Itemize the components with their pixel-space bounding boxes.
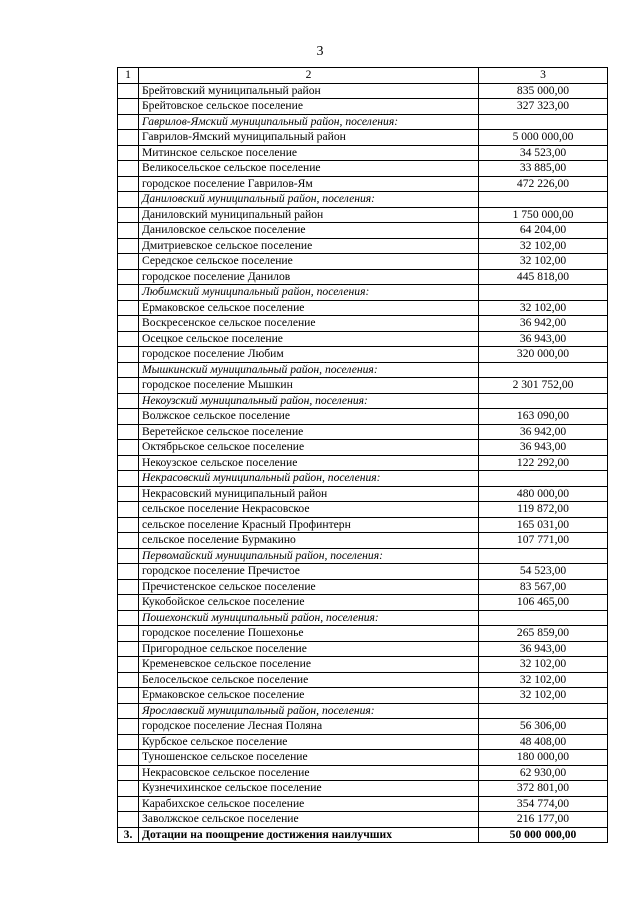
table-row (118, 734, 608, 750)
row-number-cell (118, 796, 139, 812)
table-row (118, 207, 608, 223)
row-name-cell: Некрасовский муниципальный район, поселения: (139, 471, 479, 487)
row-number-cell (118, 114, 139, 130)
row-amount-cell: 33 885,00 (479, 161, 608, 177)
row-name-cell: Осецкое сельское поселение (139, 331, 479, 347)
row-name-cell: Некоузское сельское поселение (139, 455, 479, 471)
row-number-cell (118, 424, 139, 440)
row-amount-cell: 1 750 000,00 (479, 207, 608, 223)
row-number-cell (118, 812, 139, 828)
row-number-cell (118, 486, 139, 502)
table-row (118, 176, 608, 192)
table-group-row (118, 610, 608, 626)
row-number-cell (118, 517, 139, 533)
table-row (118, 347, 608, 363)
row-amount-cell: 180 000,00 (479, 750, 608, 766)
row-number-cell (118, 192, 139, 208)
table-row (118, 455, 608, 471)
row-number-cell (118, 750, 139, 766)
row-number-cell (118, 409, 139, 425)
table-total-row (118, 827, 608, 843)
row-number-cell (118, 626, 139, 642)
row-number-cell (118, 238, 139, 254)
row-amount-cell: 32 102,00 (479, 657, 608, 673)
row-number-cell: 3. (118, 827, 139, 843)
row-number-cell (118, 703, 139, 719)
row-number-cell (118, 130, 139, 146)
table-row (118, 517, 608, 533)
row-name-cell: городское поселение Данилов (139, 269, 479, 285)
row-amount-cell (479, 471, 608, 487)
row-name-cell: сельское поселение Красный Профинтерн (139, 517, 479, 533)
table-row (118, 269, 608, 285)
table-row (118, 145, 608, 161)
row-name-cell: Даниловский муниципальный район (139, 207, 479, 223)
page-number: 3 (316, 44, 324, 59)
row-amount-cell: 354 774,00 (479, 796, 608, 812)
row-amount-cell: 165 031,00 (479, 517, 608, 533)
row-number-cell (118, 285, 139, 301)
row-name-cell: Некрасовское сельское поселение (139, 765, 479, 781)
table-row (118, 502, 608, 518)
row-number-cell (118, 688, 139, 704)
row-name-cell: Заволжское сельское поселение (139, 812, 479, 828)
row-name-cell: Пречистенское сельское поселение (139, 579, 479, 595)
row-amount-cell: 32 102,00 (479, 238, 608, 254)
row-number-cell (118, 347, 139, 363)
row-number-cell (118, 610, 139, 626)
row-number-cell (118, 300, 139, 316)
row-number-cell (118, 362, 139, 378)
row-amount-cell: 2 301 752,00 (479, 378, 608, 394)
table-row (118, 331, 608, 347)
row-amount-cell: 50 000 000,00 (479, 827, 608, 843)
row-name-cell: сельское поселение Бурмакино (139, 533, 479, 549)
table-row (118, 83, 608, 99)
row-number-cell (118, 316, 139, 332)
table-row (118, 564, 608, 580)
row-amount-cell: 106 465,00 (479, 595, 608, 611)
row-amount-cell: 163 090,00 (479, 409, 608, 425)
table-row (118, 595, 608, 611)
table-group-row (118, 548, 608, 564)
row-name-cell: городское поселение Мышкин (139, 378, 479, 394)
row-number-cell (118, 765, 139, 781)
row-number-cell (118, 595, 139, 611)
row-amount-cell: 36 943,00 (479, 641, 608, 657)
row-number-cell (118, 440, 139, 456)
row-number-cell (118, 471, 139, 487)
allocation-table (117, 67, 608, 843)
row-name-cell: Митинское сельское поселение (139, 145, 479, 161)
row-amount-cell: 265 859,00 (479, 626, 608, 642)
table-row (118, 130, 608, 146)
row-name-cell: Некоузский муниципальный район, поселения: (139, 393, 479, 409)
row-amount-cell: 107 771,00 (479, 533, 608, 549)
row-name-cell: Брейтовский муниципальный район (139, 83, 479, 99)
row-name-cell: Некрасовский муниципальный район (139, 486, 479, 502)
row-number-cell (118, 533, 139, 549)
header-column-amount: 3 (479, 68, 608, 84)
row-number-cell (118, 672, 139, 688)
table-row (118, 99, 608, 115)
row-amount-cell: 64 204,00 (479, 223, 608, 239)
row-name-cell: Ярославский муниципальный район, поселения: (139, 703, 479, 719)
row-amount-cell: 445 818,00 (479, 269, 608, 285)
row-name-cell: Даниловский муниципальный район, поселения: (139, 192, 479, 208)
row-amount-cell: 835 000,00 (479, 83, 608, 99)
table-row (118, 238, 608, 254)
table-row (118, 161, 608, 177)
row-name-cell: городское поселение Пошехонье (139, 626, 479, 642)
table-group-row (118, 471, 608, 487)
row-number-cell (118, 734, 139, 750)
row-number-cell (118, 455, 139, 471)
row-amount-cell: 472 226,00 (479, 176, 608, 192)
row-amount-cell: 122 292,00 (479, 455, 608, 471)
row-number-cell (118, 99, 139, 115)
row-name-cell: Карабихское сельское поселение (139, 796, 479, 812)
table-row (118, 316, 608, 332)
row-amount-cell: 48 408,00 (479, 734, 608, 750)
row-amount-cell: 83 567,00 (479, 579, 608, 595)
table-row (118, 579, 608, 595)
row-number-cell (118, 719, 139, 735)
row-name-cell: Воскресенское сельское поселение (139, 316, 479, 332)
row-amount-cell: 36 942,00 (479, 424, 608, 440)
table-row (118, 688, 608, 704)
row-name-cell: Волжское сельское поселение (139, 409, 479, 425)
row-number-cell (118, 254, 139, 270)
row-number-cell (118, 176, 139, 192)
row-name-cell: Кукобойское сельское поселение (139, 595, 479, 611)
row-name-cell: Кузнечихинское сельское поселение (139, 781, 479, 797)
table-row (118, 378, 608, 394)
row-amount-cell (479, 548, 608, 564)
row-name-cell: Ермаковское сельское поселение (139, 300, 479, 316)
row-name-cell: Ермаковское сельское поселение (139, 688, 479, 704)
row-name-cell: Даниловское сельское поселение (139, 223, 479, 239)
row-name-cell: городское поселение Гаврилов-Ям (139, 176, 479, 192)
table-row (118, 641, 608, 657)
table-group-row (118, 703, 608, 719)
row-name-cell: Веретейское сельское поселение (139, 424, 479, 440)
row-amount-cell: 480 000,00 (479, 486, 608, 502)
table-row (118, 424, 608, 440)
table-group-row (118, 393, 608, 409)
row-amount-cell (479, 393, 608, 409)
row-name-cell: Гаврилов-Ямский муниципальный район (139, 130, 479, 146)
row-amount-cell: 34 523,00 (479, 145, 608, 161)
table-row (118, 223, 608, 239)
row-amount-cell (479, 610, 608, 626)
row-name-cell: Первомайский муниципальный район, поселения: (139, 548, 479, 564)
table-row (118, 719, 608, 735)
table-row (118, 440, 608, 456)
row-amount-cell: 216 177,00 (479, 812, 608, 828)
row-name-cell: городское поселение Любим (139, 347, 479, 363)
row-name-cell: Курбское сельское поселение (139, 734, 479, 750)
table-row (118, 486, 608, 502)
row-number-cell (118, 331, 139, 347)
row-name-cell: Середское сельское поселение (139, 254, 479, 270)
row-number-cell (118, 393, 139, 409)
row-amount-cell: 36 943,00 (479, 440, 608, 456)
row-number-cell (118, 781, 139, 797)
row-amount-cell: 32 102,00 (479, 672, 608, 688)
table-row (118, 796, 608, 812)
row-number-cell (118, 564, 139, 580)
row-amount-cell: 372 801,00 (479, 781, 608, 797)
row-name-cell: Великосельское сельское поселение (139, 161, 479, 177)
row-number-cell (118, 207, 139, 223)
row-amount-cell: 119 872,00 (479, 502, 608, 518)
table-group-row (118, 285, 608, 301)
row-name-cell: сельское поселение Некрасовское (139, 502, 479, 518)
row-name-cell: Любимский муниципальный район, поселения: (139, 285, 479, 301)
row-amount-cell: 327 323,00 (479, 99, 608, 115)
row-amount-cell (479, 192, 608, 208)
row-number-cell (118, 502, 139, 518)
row-number-cell (118, 269, 139, 285)
table-row (118, 781, 608, 797)
row-amount-cell: 36 942,00 (479, 316, 608, 332)
row-name-cell: Туношенское сельское поселение (139, 750, 479, 766)
row-amount-cell (479, 285, 608, 301)
row-amount-cell (479, 114, 608, 130)
table-row (118, 626, 608, 642)
table-group-row (118, 114, 608, 130)
row-name-cell: Мышкинский муниципальный район, поселения: (139, 362, 479, 378)
row-name-cell: Октябрьское сельское поселение (139, 440, 479, 456)
row-name-cell: городское поселение Лесная Поляна (139, 719, 479, 735)
table-header-row (118, 68, 608, 84)
table-row (118, 672, 608, 688)
row-amount-cell (479, 362, 608, 378)
row-amount-cell: 54 523,00 (479, 564, 608, 580)
row-name-cell: Дотации на поощрение достижения наилучших (139, 827, 479, 843)
table-row (118, 765, 608, 781)
row-name-cell: Гаврилов-Ямский муниципальный район, поселения: (139, 114, 479, 130)
table-row (118, 750, 608, 766)
row-amount-cell: 320 000,00 (479, 347, 608, 363)
row-number-cell (118, 145, 139, 161)
table-row (118, 657, 608, 673)
row-number-cell (118, 161, 139, 177)
row-number-cell (118, 579, 139, 595)
table-row (118, 300, 608, 316)
row-name-cell: Белосельское сельское поселение (139, 672, 479, 688)
row-name-cell: Дмитриевское сельское поселение (139, 238, 479, 254)
row-amount-cell: 5 000 000,00 (479, 130, 608, 146)
row-name-cell: Брейтовское сельское поселение (139, 99, 479, 115)
header-column-number: 1 (118, 68, 139, 84)
row-amount-cell: 32 102,00 (479, 300, 608, 316)
table-row (118, 533, 608, 549)
row-amount-cell: 32 102,00 (479, 688, 608, 704)
row-name-cell: Кременевское сельское поселение (139, 657, 479, 673)
row-number-cell (118, 657, 139, 673)
row-number-cell (118, 378, 139, 394)
row-number-cell (118, 83, 139, 99)
table-row (118, 254, 608, 270)
row-amount-cell: 32 102,00 (479, 254, 608, 270)
row-name-cell: Пригородное сельское поселение (139, 641, 479, 657)
table-group-row (118, 362, 608, 378)
table-row (118, 409, 608, 425)
row-number-cell (118, 548, 139, 564)
row-amount-cell: 36 943,00 (479, 331, 608, 347)
row-number-cell (118, 223, 139, 239)
table-row (118, 812, 608, 828)
row-number-cell (118, 641, 139, 657)
table-group-row (118, 192, 608, 208)
header-column-name: 2 (139, 68, 479, 84)
row-amount-cell: 62 930,00 (479, 765, 608, 781)
row-amount-cell (479, 703, 608, 719)
row-name-cell: городское поселение Пречистое (139, 564, 479, 580)
row-name-cell: Пошехонский муниципальный район, поселения: (139, 610, 479, 626)
row-amount-cell: 56 306,00 (479, 719, 608, 735)
